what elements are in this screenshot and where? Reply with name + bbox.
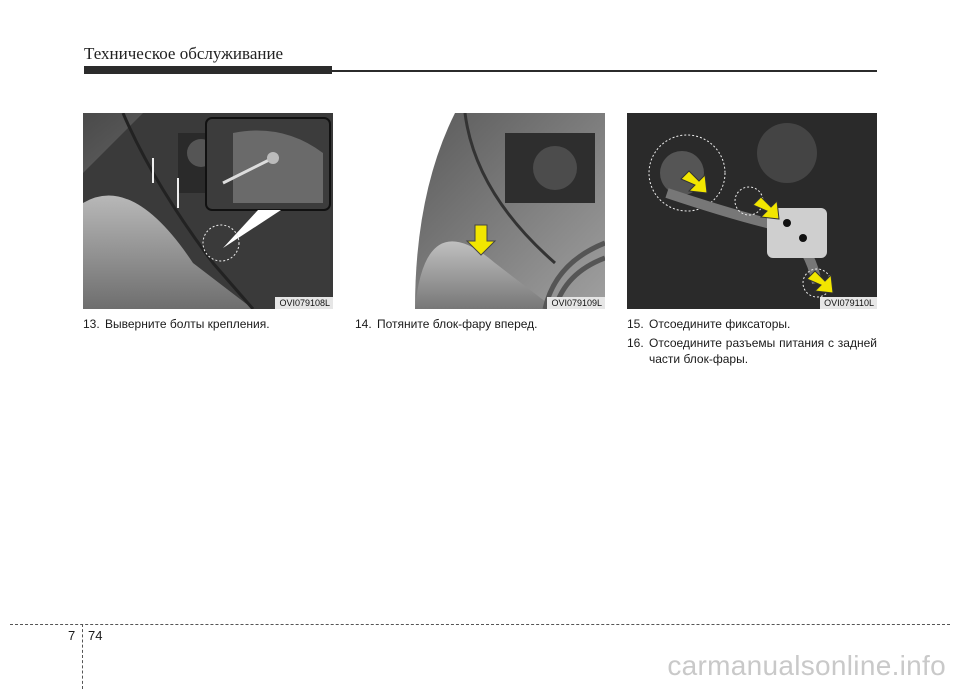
steps-column-2 [355,316,605,335]
step-item [627,316,877,332]
step-number: 16. [627,336,644,350]
step-text: Отсоедините фиксаторы. [649,317,791,331]
header-bar [84,66,332,74]
connectors-illustration [627,113,877,309]
watermark-text: carmanualsonline.info [667,650,946,681]
step-text: Потяните блок-фару вперед. [377,317,538,331]
figure-code-label: OVI079109L [547,297,605,309]
step-number: 14. [355,317,372,331]
step-number: 13. [83,317,100,331]
step-number: 15. [627,317,644,331]
chapter-number: 7 [68,628,76,643]
steps-column-1 [83,316,333,335]
steps-column-3 [627,316,877,370]
figure-code-label: OVI079108L [275,297,333,309]
footer-divider [82,624,83,689]
figure-code-label: OVI079110L [820,297,877,309]
step-item [83,316,333,332]
step-item [355,316,605,332]
header-rule [332,70,877,72]
step-text: Отсоедините разъемы питания с задней части блок-фары. [649,336,877,366]
figure-headlamp-bolts [83,113,333,309]
page-number: 74 [88,628,103,643]
figure-pull-headlamp [355,113,605,309]
footer-rule [10,624,950,625]
step-text: Выверните болты крепления. [105,317,270,331]
pull-headlamp-illustration [355,113,605,309]
figure-connectors [627,113,877,309]
headlamp-bolts-illustration [83,113,333,309]
page-header-title: Техническое обслуживание [84,44,284,63]
step-item [627,335,877,367]
